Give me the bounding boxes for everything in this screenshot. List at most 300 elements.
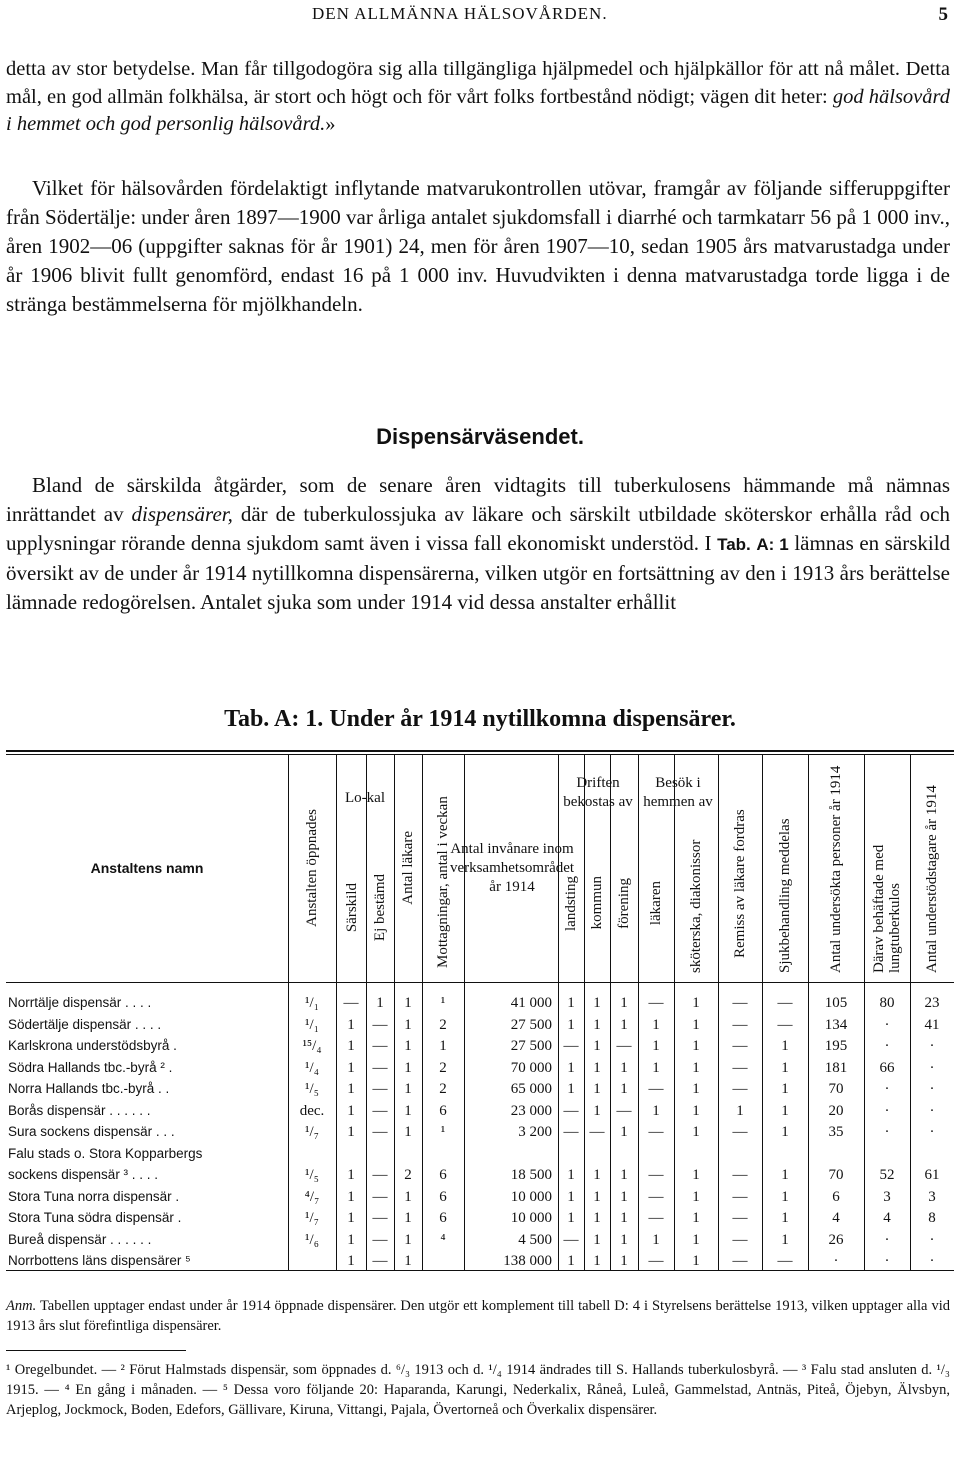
- cell-sep: 1: [347, 1231, 355, 1248]
- header-kommun: [584, 828, 610, 978]
- cell-fo: [610, 1143, 638, 1165]
- cell-un: 181: [824, 1059, 848, 1076]
- row-name: Södertälje dispensär . . . .: [8, 1016, 162, 1032]
- row-name: sockens dispensär ³ . . . .: [8, 1167, 159, 1182]
- cell-sk: 1: [692, 1038, 700, 1054]
- cell-la: —: [648, 1188, 664, 1205]
- cell-doc: 1: [404, 1188, 412, 1205]
- cell-sep: [336, 1143, 366, 1165]
- cell-un: 4: [832, 1210, 840, 1226]
- cell-la: 1: [652, 1231, 660, 1248]
- cell-tb: ·: [884, 1016, 890, 1033]
- cell-fo: 1: [620, 1231, 628, 1248]
- cell-lt: —: [563, 1124, 579, 1140]
- cell-fo: 1: [620, 995, 628, 1011]
- cell-re: [718, 1143, 762, 1165]
- cell-opened: dec.: [299, 1102, 325, 1119]
- header-funded-by-text: Driften bekostas av: [563, 775, 633, 810]
- cell-sb: —: [777, 995, 793, 1011]
- cell-doc: 1: [404, 1081, 412, 1097]
- cell-la: 1: [652, 1102, 660, 1119]
- cell-la: —: [648, 995, 664, 1011]
- header-separate-text: Särskild: [344, 883, 360, 933]
- cell-us: 8: [928, 1210, 936, 1226]
- header-forening-text: förening: [616, 877, 632, 929]
- header-lokal-text: Lo-kal: [345, 789, 385, 806]
- table-ref-code: A: 1: [756, 535, 789, 554]
- header-doctors: [394, 758, 422, 978]
- cell-rec: [422, 1143, 464, 1165]
- table-title: [0, 706, 960, 733]
- table-row: [6, 992, 954, 1014]
- cell-inh: 18 500: [510, 1167, 552, 1183]
- cell-re: —: [732, 1210, 748, 1226]
- cell-sep: 1: [347, 1253, 355, 1269]
- intro-emphasis: god hälsovård i hemmet och god personlig hälsovård.: [6, 85, 950, 135]
- table-row: [6, 1035, 954, 1057]
- cell-sb: [762, 1143, 808, 1165]
- table-rule-top: [6, 750, 954, 752]
- running-head: [0, 4, 960, 28]
- cell-doc: 1: [404, 1038, 412, 1054]
- header-landsting-text: landsting: [563, 875, 579, 931]
- cell-us: ·: [929, 1038, 935, 1054]
- header-landsting: [558, 828, 584, 978]
- table-rule-top-inner: [6, 754, 954, 755]
- cell-tb: ·: [884, 1102, 890, 1119]
- cell-us: ·: [929, 1102, 935, 1119]
- cell-tb: ·: [884, 1038, 890, 1054]
- cell-rec: 2: [439, 1081, 447, 1097]
- table-row: [6, 1078, 954, 1100]
- cell-us: ·: [929, 1081, 935, 1097]
- table-row: [6, 1186, 954, 1208]
- header-visits-text: Besök i hemmen av: [643, 775, 713, 810]
- cell-la: —: [648, 1081, 664, 1097]
- cell-re: 1: [736, 1102, 744, 1119]
- row-name: Södra Hallands tbc.-byrå ² .: [8, 1059, 173, 1075]
- cell-tb: ·: [884, 1124, 890, 1140]
- cell-sk: 1: [692, 1210, 700, 1226]
- header-lokal: [336, 758, 394, 838]
- header-name: Anstaltens namn: [90, 860, 204, 876]
- footnote-rule: [6, 1350, 186, 1351]
- cell-inh: 138 000: [503, 1253, 552, 1269]
- cell-lt: 1: [567, 995, 575, 1011]
- row-name: Norrbottens läns dispensärer ⁵: [8, 1253, 191, 1268]
- cell-un: 20: [828, 1102, 844, 1119]
- cell-re: —: [732, 1038, 748, 1054]
- header-remiss-text: Remiss av läkare fordras: [732, 809, 748, 958]
- cell-rec: ¹: [440, 1124, 446, 1140]
- table-row: [6, 1057, 954, 1079]
- cell-opened: ¹/₅: [305, 1081, 319, 1097]
- table-note: [6, 1296, 950, 1336]
- cell-opened: ¹/₇: [305, 1124, 319, 1140]
- cell-us: 41: [924, 1016, 940, 1033]
- page-number: 5: [938, 4, 948, 25]
- cell-sk: 1: [692, 1016, 700, 1033]
- cell-own: —: [372, 1081, 388, 1097]
- cell-us: 3: [928, 1188, 936, 1205]
- cell-lt: —: [563, 1231, 579, 1248]
- cell-doc: 1: [404, 1016, 412, 1033]
- header-separate: [338, 838, 366, 978]
- running-head-title: DEN ALLMÄNNA HÄLSOVÅRDEN.: [312, 4, 608, 23]
- cell-rec: 1: [439, 1038, 447, 1054]
- cell-re: —: [732, 1231, 748, 1248]
- table-row: [6, 1014, 954, 1036]
- header-lung-tb: [864, 758, 910, 978]
- cell-la: —: [648, 1253, 664, 1269]
- cell-km: 1: [593, 1102, 601, 1119]
- header-sjukbehandling-text: Sjukbehandling meddelas: [777, 818, 793, 973]
- header-visits: [638, 758, 718, 828]
- cell-un: 195: [824, 1038, 848, 1054]
- cell-inh: 70 000: [510, 1059, 552, 1076]
- row-name: Norra Hallands tbc.-byrå . .: [8, 1081, 170, 1096]
- footnotes: ¹ Oregelbundet. — ² Förut Halmstads dispensär, som öppnades d. ⁶/₃ 1913 och d. ¹/₄ 1914 ändrades till S. Hallands tuberkulosbyrå. — ³ Falu stad ansluten d. ¹/₃ 1915. — ⁴ En gång i månaden. — ⁵ Dessa voro följande 20: Haparanda, Karungi, Nederkalix, Råneå, Luleå, Gammelstad, Antnäs, Piteå, Öjebyn, Älvsbyn, Arjeplog, Jockmock, Boden, Edefors, Gällivare, Kiruna, Vittangi, Pajala, Övertorneå och Överkalix dispensärer.: [6, 1362, 950, 1418]
- cell-fo: 1: [620, 1167, 628, 1183]
- row-name: Bureå dispensär . . . . . .: [8, 1231, 152, 1247]
- cell-tb: 66: [879, 1059, 895, 1076]
- cell-un: 70: [828, 1081, 844, 1097]
- cell-us: 23: [924, 995, 940, 1011]
- margin-ref-roman: I: [704, 531, 712, 555]
- row-name: Falu stads o. Stora Kopparbergs: [8, 1145, 203, 1161]
- intro-paragraph: [6, 56, 950, 139]
- cell-sep: 1: [347, 1038, 355, 1054]
- cell-us: ·: [929, 1059, 935, 1076]
- cell-lt: 1: [567, 1081, 575, 1097]
- table-row: [6, 1164, 954, 1186]
- cell-opened: ⁴/₇: [304, 1188, 320, 1205]
- cell-un: 134: [824, 1016, 848, 1033]
- cell-re: —: [732, 1167, 748, 1183]
- cell-sk: 1: [692, 1231, 700, 1248]
- disp-part1: Bland de särskilda åtgärder, som de senare åren vidtagits till tuberkulosens hämmande må nämnas inrättandet av: [6, 473, 950, 526]
- dispensary-table: [6, 750, 954, 1270]
- row-name: Norrtälje dispensär . . . .: [8, 995, 152, 1010]
- cell-fo: 1: [620, 1210, 628, 1226]
- cell-sb: 1: [781, 1059, 789, 1076]
- cell-sb: —: [777, 1016, 793, 1033]
- cell-lt: 1: [567, 1188, 575, 1205]
- cell-km: 1: [593, 1016, 601, 1033]
- header-forening: [610, 828, 638, 978]
- cell-un: 105: [824, 995, 848, 1011]
- cell-opened: ¹/₆: [305, 1231, 319, 1248]
- table-label: Tab. A: 1.: [224, 706, 324, 732]
- disp-part3: lämnas en särskild översikt av de under år 1914 nytillkomna dispensärerna, vilken utgör en fortsättning av den i 1913 års berättelse lämnade redogörelsen. Antalet sjuka som under 1914 vid dessa anstalter erhållit: [6, 531, 951, 614]
- cell-rec: 6: [439, 1188, 447, 1205]
- cell-re: —: [732, 1081, 748, 1097]
- cell-fo: 1: [620, 1188, 628, 1205]
- cell-inh: 23 000: [510, 1102, 552, 1119]
- cell-tb: 4: [883, 1210, 891, 1226]
- cell-la: [638, 1143, 674, 1165]
- cell-fo: 1: [620, 1081, 628, 1097]
- cell-tb: ·: [884, 1231, 890, 1248]
- cell-sk: 1: [692, 995, 700, 1011]
- cell-own: —: [372, 1016, 388, 1033]
- cell-doc: 1: [404, 1059, 412, 1076]
- cell-inh: 27 500: [510, 1038, 552, 1054]
- cell-opened: [290, 1143, 334, 1165]
- cell-km: 1: [593, 1210, 601, 1226]
- cell-km: 1: [593, 1059, 601, 1076]
- header-inhabitants-text: Antal invånare inom verksamhetsområdet år 1914: [449, 840, 575, 895]
- cell-inh: 4 500: [518, 1231, 552, 1248]
- table-row: [6, 1143, 954, 1165]
- cell-sep: 1: [347, 1210, 355, 1226]
- row-name: Sura sockens dispensär . . .: [8, 1124, 175, 1139]
- cell-km: 1: [593, 1188, 601, 1205]
- cell-doc: 1: [404, 995, 412, 1011]
- cell-re: —: [732, 995, 748, 1011]
- cell-doc: 1: [404, 1253, 412, 1269]
- cell-un: 6: [832, 1188, 840, 1205]
- cell-sep: 1: [347, 1081, 355, 1097]
- cell-la: —: [648, 1210, 664, 1226]
- cell-sk: 1: [692, 1253, 700, 1269]
- cell-re: —: [732, 1253, 748, 1269]
- cell-own: —: [372, 1059, 388, 1076]
- header-examined-text: Antal undersökta personer år 1914: [828, 765, 844, 973]
- cell-km: [584, 1143, 610, 1165]
- cell-doc: 1: [404, 1231, 412, 1248]
- cell-sk: [674, 1143, 718, 1165]
- dispensary-paragraph: [6, 471, 950, 617]
- cell-opened: ¹/₇: [305, 1210, 319, 1226]
- row-name: Stora Tuna norra dispensär .: [8, 1188, 180, 1204]
- cell-own: [366, 1143, 394, 1165]
- cell-own: —: [372, 1167, 388, 1183]
- cell-own: —: [372, 1188, 388, 1205]
- cell-rec: 2: [439, 1016, 447, 1033]
- header-opened-text: Anstalten öppnades: [304, 809, 320, 927]
- cell-sb: 1: [781, 1124, 789, 1140]
- header-reception-text: Mottagningar, antal i veckan: [435, 796, 451, 968]
- cell-fo: —: [616, 1038, 632, 1054]
- cell-doc: [394, 1143, 422, 1165]
- cell-lt: —: [563, 1102, 579, 1119]
- disp-emphasis: dispensärer,: [131, 502, 233, 526]
- cell-un: ·: [833, 1253, 839, 1269]
- cell-fo: 1: [620, 1059, 628, 1076]
- cell-re: —: [732, 1124, 748, 1140]
- cell-opened: ¹/₁: [305, 995, 319, 1011]
- cell-inh: 65 000: [510, 1081, 552, 1097]
- cell-un: 35: [828, 1124, 844, 1140]
- cell-sk: 1: [692, 1102, 700, 1119]
- cell-fo: 1: [620, 1253, 628, 1269]
- cell-sb: 1: [781, 1231, 789, 1248]
- cell-own: —: [372, 1124, 388, 1140]
- cell-rec: [422, 1250, 464, 1272]
- cell-un: [808, 1143, 864, 1165]
- cell-rec: ¹: [440, 995, 446, 1011]
- cell-fo: —: [616, 1102, 632, 1119]
- cell-us: ·: [929, 1231, 935, 1248]
- header-remiss: [718, 758, 762, 978]
- cell-sep: 1: [347, 1124, 355, 1140]
- cell-sk: 1: [692, 1059, 700, 1076]
- cell-km: 1: [593, 1167, 601, 1183]
- cell-opened: ¹/₁: [305, 1016, 319, 1033]
- cell-re: —: [732, 1059, 748, 1076]
- header-funded-by: [558, 758, 638, 828]
- cell-la: 1: [652, 1016, 660, 1033]
- cell-re: —: [732, 1188, 748, 1205]
- cell-sk: 1: [692, 1167, 700, 1183]
- cell-tb: [864, 1143, 910, 1165]
- header-opened: [290, 758, 334, 978]
- cell-sep: 1: [347, 1167, 355, 1183]
- cell-km: 1: [593, 1038, 601, 1054]
- cell-inh: 10 000: [510, 1210, 552, 1226]
- cell-sk: 1: [692, 1188, 700, 1205]
- cell-rec: 6: [439, 1167, 447, 1183]
- cell-opened: ¹/₄: [305, 1059, 319, 1076]
- cell-own: —: [372, 1210, 388, 1226]
- table-title-text: Under år 1914 nytillkomna dispensärer.: [329, 706, 736, 732]
- cell-fo: 1: [620, 1016, 628, 1033]
- cell-us: 61: [924, 1167, 940, 1183]
- cell-us: ·: [929, 1124, 935, 1140]
- header-sjukbehandling: [762, 758, 808, 978]
- cell-la: 1: [652, 1038, 660, 1054]
- cell-tb: ·: [884, 1253, 890, 1269]
- header-assisted-text: Antal understödstagare år 1914: [924, 785, 940, 973]
- cell-us: [910, 1143, 954, 1165]
- cell-opened: ¹/₅: [305, 1167, 319, 1183]
- cell-doc: 2: [404, 1167, 412, 1183]
- cell-un: 26: [828, 1231, 844, 1248]
- cell-own: —: [372, 1253, 388, 1269]
- cell-lt: 1: [567, 1167, 575, 1183]
- header-own-text: Ej bestämd: [372, 874, 388, 942]
- cell-lt: 1: [567, 1059, 575, 1076]
- table-rule-header: [6, 982, 954, 983]
- cell-own: 1: [376, 995, 384, 1011]
- table-row: [6, 1100, 954, 1122]
- cell-sep: 1: [347, 1059, 355, 1076]
- cell-sb: 1: [781, 1081, 789, 1097]
- cell-km: 1: [593, 1253, 601, 1269]
- cell-rec: ⁴: [440, 1231, 446, 1248]
- cell-la: —: [648, 1124, 664, 1140]
- cell-sb: 1: [781, 1210, 789, 1226]
- cell-inh: 41 000: [510, 995, 552, 1011]
- cell-inh: [464, 1143, 552, 1165]
- cell-rec: 6: [439, 1102, 447, 1119]
- cell-la: 1: [652, 1059, 660, 1076]
- intro-closing: »: [325, 113, 336, 135]
- row-name: Stora Tuna södra dispensär .: [8, 1210, 182, 1225]
- cell-inh: 27 500: [510, 1016, 552, 1033]
- table-ref-tab: Tab.: [717, 535, 751, 554]
- cell-lt: —: [563, 1038, 579, 1054]
- cell-doc: 1: [404, 1210, 412, 1226]
- cell-tb: 3: [883, 1188, 891, 1205]
- disp-part2: där de tuberkulossjuka av läkare och särskilt utbildade sköterskor erhålla råd och upplysningar rörande denna sjukdom samt även i vissa fall ekonomiskt understöd.: [6, 502, 951, 555]
- cell-un: 70: [828, 1167, 844, 1183]
- table-row: [6, 1207, 954, 1229]
- header-assisted: [910, 758, 954, 978]
- cell-lt: [558, 1143, 584, 1165]
- cell-tb: 52: [879, 1167, 895, 1183]
- cell-own: —: [372, 1038, 388, 1054]
- header-lakaren-text: läkaren: [648, 880, 664, 926]
- header-skoterska-text: sköterska, diakonissor: [688, 839, 704, 973]
- cell-km: —: [589, 1124, 605, 1140]
- cell-inh: 10 000: [510, 1188, 552, 1205]
- cell-sk: 1: [692, 1124, 700, 1140]
- header-lakaren: [638, 828, 674, 978]
- intro-text: detta av stor betydelse. Man får tillgodogöra sig alla tillgängliga hjälpmedel och hjälpkällor för att nå målet. Detta mål, en god allmän folkhälsa, är stort och högt och för vårt folks fortbestånd nödigt; vägen dit heter:: [6, 58, 950, 108]
- header-doctors-text: Antal läkare: [400, 831, 416, 905]
- header-examined: [808, 758, 864, 978]
- header-skoterska: [674, 828, 718, 978]
- section-heading: Dispensärväsendet.: [376, 424, 584, 449]
- cell-opened: ¹⁵/₄: [302, 1038, 322, 1054]
- row-name: Karlskrona understödsbyrå .: [8, 1038, 177, 1053]
- cell-sep: 1: [347, 1102, 355, 1119]
- cell-doc: 1: [404, 1124, 412, 1140]
- row-name: Borås dispensär . . . . . .: [8, 1102, 151, 1118]
- cell-sep: —: [343, 995, 359, 1011]
- header-lung-tb-text: Därav behäftade med lungtuberkulos: [871, 844, 903, 973]
- cell-re: —: [732, 1016, 748, 1033]
- note-text: Tabellen upptager endast under år 1914 öppnade dispensärer. Den utgör ett komplement till tabell D: 4 i Styrelsens berättelse 1913, vilken upptager alla vid 1913 års slut förefintliga dispensärer.: [6, 1298, 950, 1334]
- table-row: [6, 1250, 954, 1272]
- cell-fo: 1: [620, 1124, 628, 1140]
- table-row: [6, 1121, 954, 1143]
- cell-sb: 1: [781, 1102, 789, 1119]
- cell-sep: 1: [347, 1016, 355, 1033]
- cell-sep: 1: [347, 1188, 355, 1205]
- table-row: [6, 1229, 954, 1251]
- cell-km: 1: [593, 995, 601, 1011]
- cell-us: ·: [929, 1253, 935, 1269]
- cell-own: —: [372, 1231, 388, 1248]
- cell-tb: 80: [879, 995, 895, 1011]
- cell-opened: [290, 1250, 334, 1272]
- cell-km: 1: [593, 1231, 601, 1248]
- cell-sk: 1: [692, 1081, 700, 1097]
- cell-rec: 2: [439, 1059, 447, 1076]
- cell-km: 1: [593, 1081, 601, 1097]
- cell-rec: 6: [439, 1210, 447, 1226]
- cell-doc: 1: [404, 1102, 412, 1119]
- header-kommun-text: kommun: [589, 876, 605, 930]
- cell-la: —: [648, 1167, 664, 1183]
- cell-sb: —: [777, 1253, 793, 1269]
- cell-lt: 1: [567, 1016, 575, 1033]
- cell-sb: 1: [781, 1188, 789, 1205]
- cell-inh: 3 200: [518, 1124, 552, 1140]
- cell-sb: 1: [781, 1038, 789, 1054]
- note-label: Anm.: [6, 1298, 37, 1314]
- food-control-paragraph: Vilket för hälsovården fördelaktigt inflytande matvarukontrollen utövar, framgår av följande sifferuppgifter från Södertälje: under åren 1897—1900 var årliga antalet sjukdomsfall i diarrhé och tarmkatarr 56 på 1 000 inv., åren 1902—06 (uppgifter saknas för år 1901) 24, men för åren 1907—10, sedan 1905 års matvarustadga under år 1906 blivit fullt genomförd, endast 16 på 1 000 inv. Huvudvikten i denna matvarustadga torde ligga i de stränga bestämmelserna för mjölkhandeln.: [6, 176, 950, 316]
- cell-tb: ·: [884, 1081, 890, 1097]
- cell-lt: 1: [567, 1253, 575, 1269]
- cell-lt: 1: [567, 1210, 575, 1226]
- header-own: [366, 838, 394, 978]
- cell-sb: 1: [781, 1167, 789, 1183]
- cell-own: —: [372, 1102, 388, 1119]
